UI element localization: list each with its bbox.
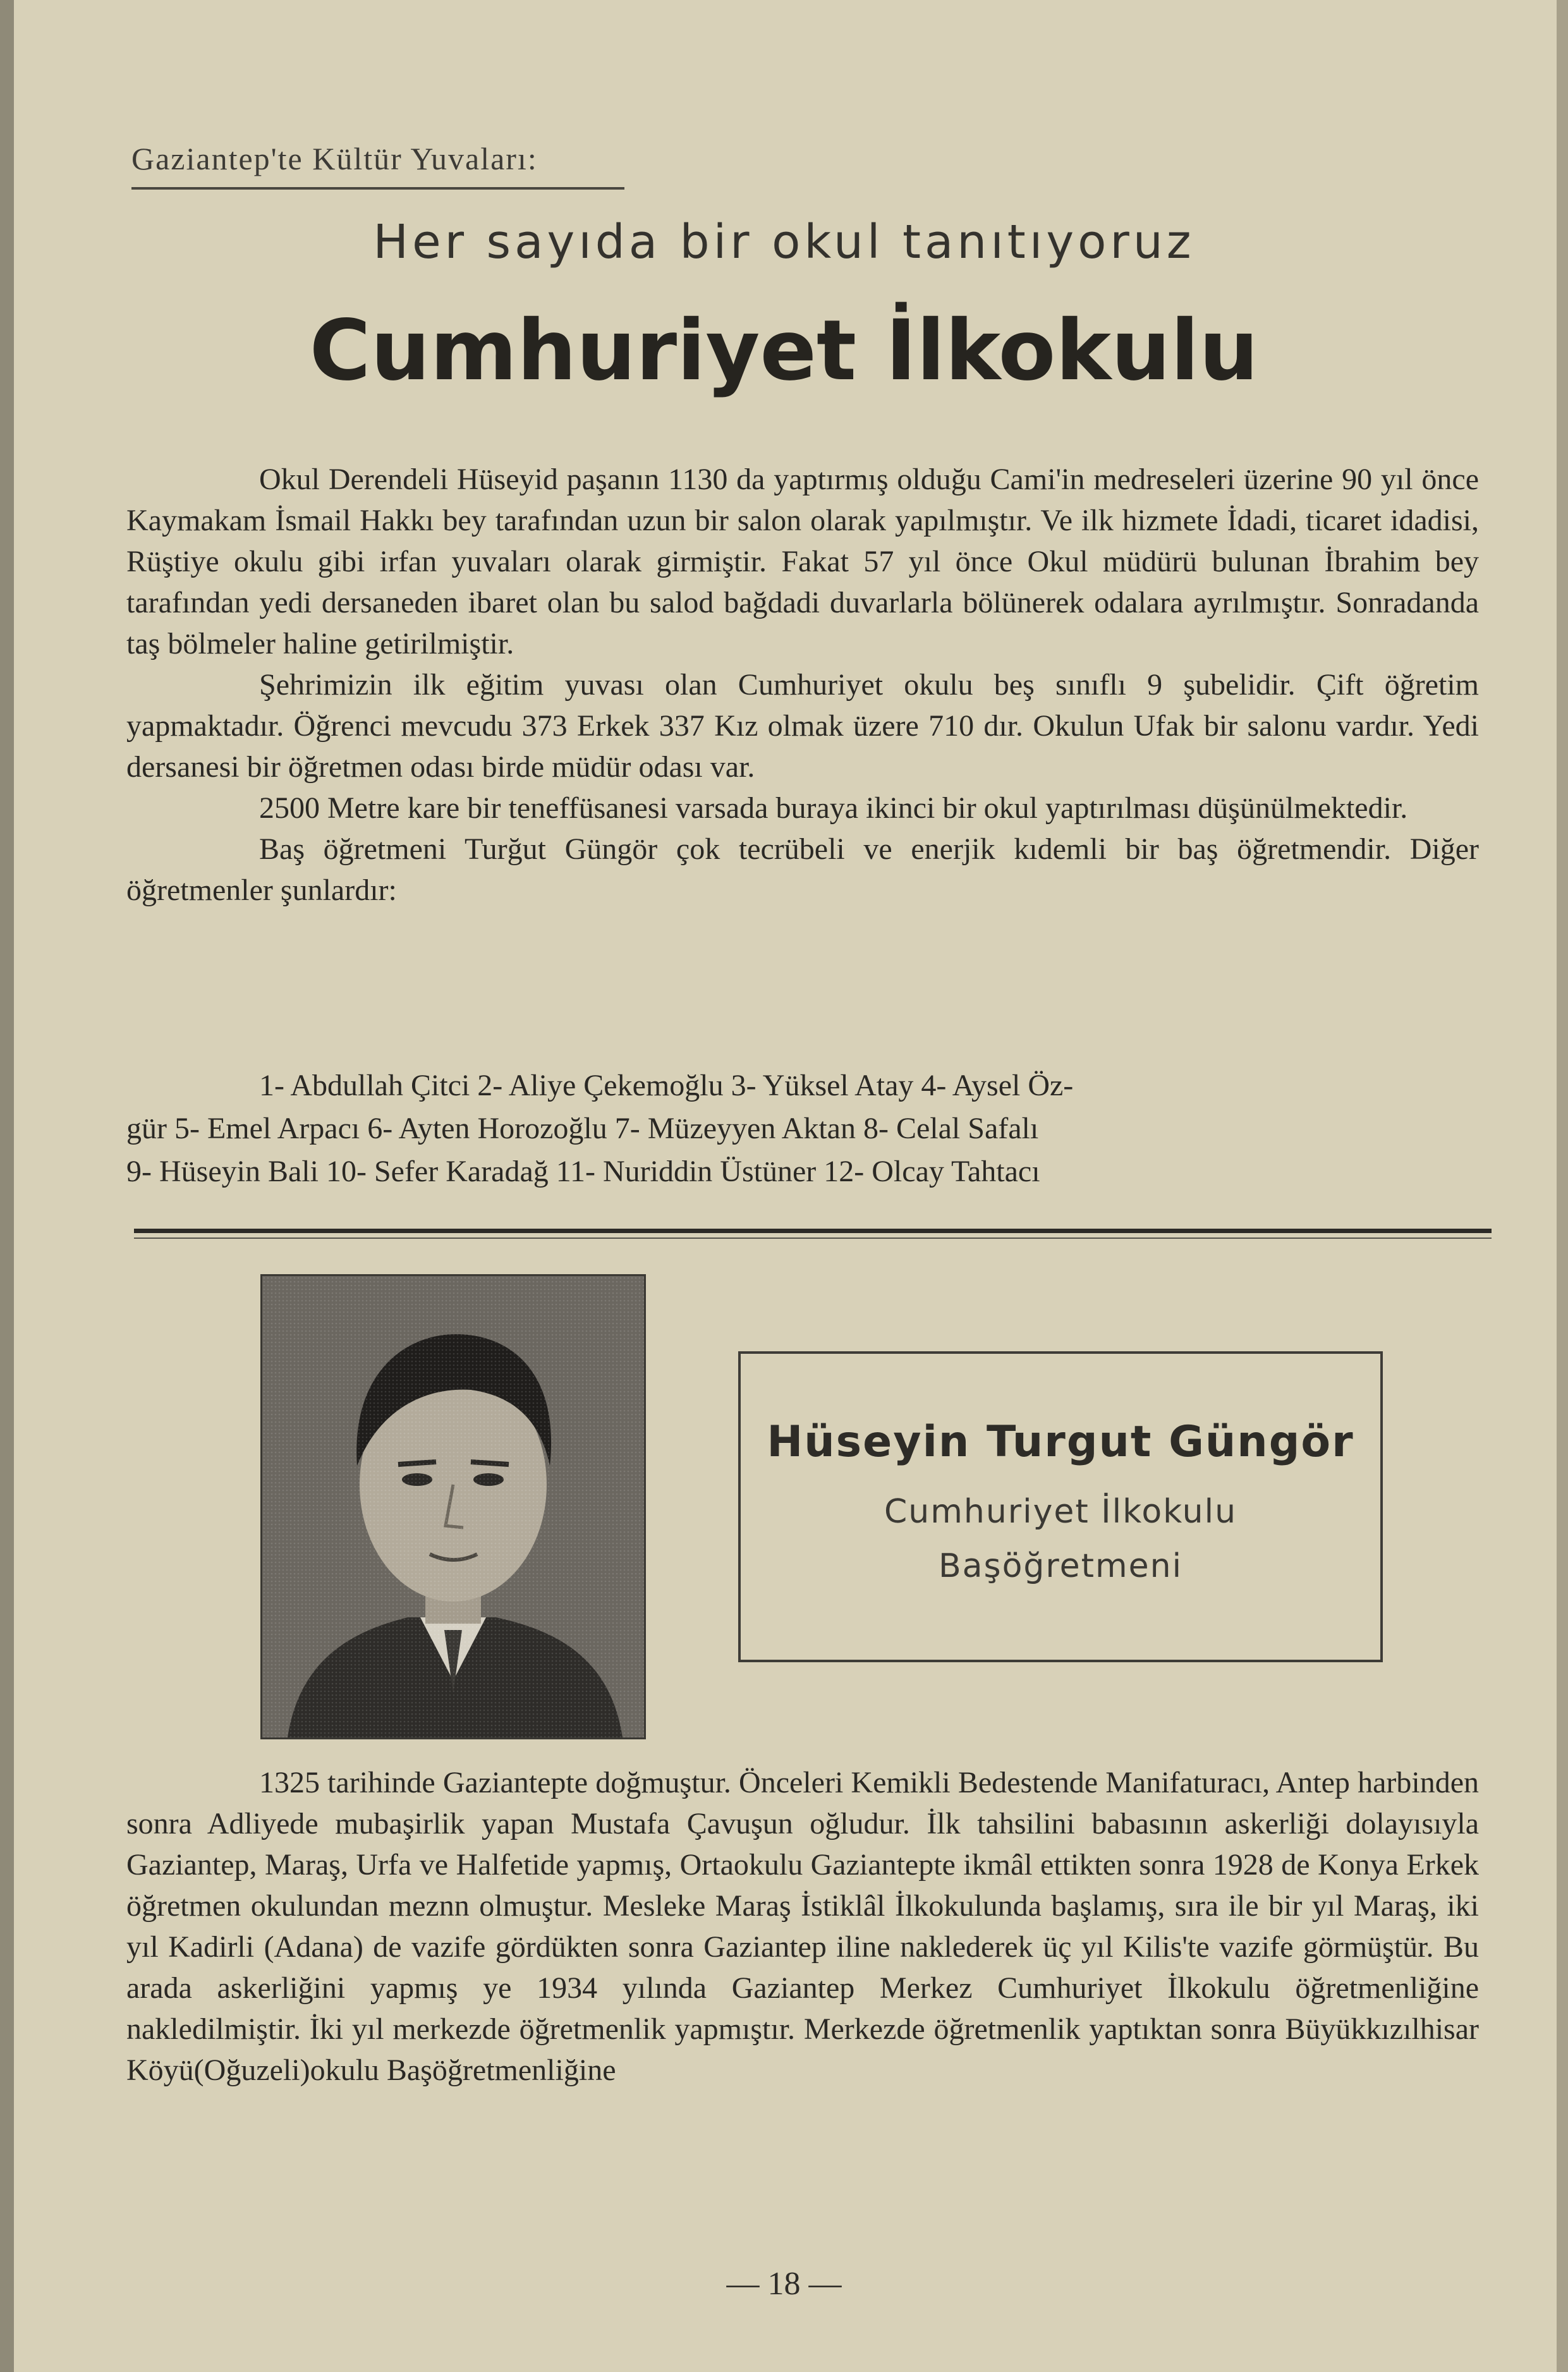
section-divider	[134, 1229, 1492, 1233]
intro-paragraph: Okul Derendeli Hüseyid paşanın 1130 da yaptırmış olduğu Cami'in medreseleri üzerine 90 yıl önce Kaymakam İsmail Hakkı bey tarafından uzun bir salon olarak yapılmıştır. Ve ilk hizmete İdadi, ticaret idadisi, Rüştiye okulu gibi irfan yuvaları olarak girmiştir. Fakat 57 yıl önce Okul müdürü bulunan İbrahim bey tarafından yedi dersaneden ibaret olan bu salod bağdadi duvarlarla bölünerek odalara ayrılmıştır. Sonradanda taş bölmeler haline getirilmiştir.	[126, 463, 1479, 660]
portrait-photo	[260, 1274, 646, 1739]
person-name: Hüseyin Turgut Güngör	[767, 1417, 1354, 1467]
caption-box	[738, 1351, 1383, 1662]
running-head-underline	[131, 187, 624, 190]
page-title: Cumhuriyet İlkokulu	[309, 302, 1259, 399]
intro-paragraph: Baş öğretmeni Turğut Güngör çok tecrübeli ve enerjik kıdemli bir baş öğretmendir. Diğer öğretmenler şunlardır:	[126, 832, 1479, 907]
biography-paragraph: 1325 tarihinde Gaziantepte doğmuştur. Önceleri Kemikli Bedestende Manifaturacı, Antep harbinden sonra Adliyede mubaşirlik yapan Mustafa Çavuşun oğludur. İlk tahsilini babasının askerliği dolayısıyla Gaziantep, Maraş, Urfa ve Halfetide yapmış, Ortaokulu Gaziantepte ikmâl ettikten sonra 1928 de Konya Erkek öğretmen okulundan meznn olmuştur. Mesleke Maraş İstiklâl İlkokulunda başlamış, sıra ile bir yıl Maraş, iki yıl Kadirli (Adana) de vazife gördükten sonra Gaziantep iline naklederek üç yıl Kilis'te vazife görmüştür. Bu arada askerliğini yapmış ye 1934 yılında Gaziantep Merkez Cumhuriyet İlkokulu öğretmenliğine nakledilmiştir. İki yıl merkezde öğretmenlik yapmıştır. Merkezde öğretmenlik yaptıktan sonra Büyükkızılhisar Köyü(Oğuzeli)okulu Başöğretmenliğine	[126, 1766, 1479, 2087]
intro-text	[126, 459, 1479, 911]
biography-text	[126, 1762, 1479, 2091]
running-head: Gaziantep'te Kültür Yuvaları:	[131, 141, 538, 176]
teacher-list-line: 1- Abdullah Çitci 2- Aliye Çekemoğlu 3- Yüksel Atay 4- Aysel Öz-	[259, 1069, 1074, 1102]
person-school: Cumhuriyet İlkokulu	[884, 1493, 1237, 1531]
page-number: — 18 —	[726, 2266, 842, 2302]
intro-paragraph: Şehrimizin ilk eğitim yuvası olan Cumhuriyet okulu beş sınıflı 9 şubelidir. Çift öğretim yapmaktadır. Öğrenci mevcudu 373 Erkek 337 Kız olmak üzere 710 dır. Okulun Ufak bir salonu vardır. Yedi dersanesi bir öğretmen odası birde müdür odası var.	[126, 668, 1479, 784]
teacher-list	[126, 1064, 1479, 1193]
intro-paragraph: 2500 Metre kare bir teneffüsanesi varsada buraya ikinci bir okul yaptırılması düşünülmektedir.	[259, 791, 1408, 825]
teacher-list-line: 9- Hüseyin Bali 10- Sefer Karadağ 11- Nuriddin Üstüner 12- Olcay Tahtacı	[126, 1155, 1040, 1188]
section-divider	[134, 1238, 1492, 1239]
person-position: Başöğretmeni	[938, 1547, 1183, 1585]
kicker-subtitle: Her sayıda bir okul tanıtıyoruz	[373, 215, 1195, 269]
teacher-list-line: gür 5- Emel Arpacı 6- Ayten Horozoğlu 7- Müzeyyen Aktan 8- Celal Safalı	[126, 1112, 1039, 1145]
